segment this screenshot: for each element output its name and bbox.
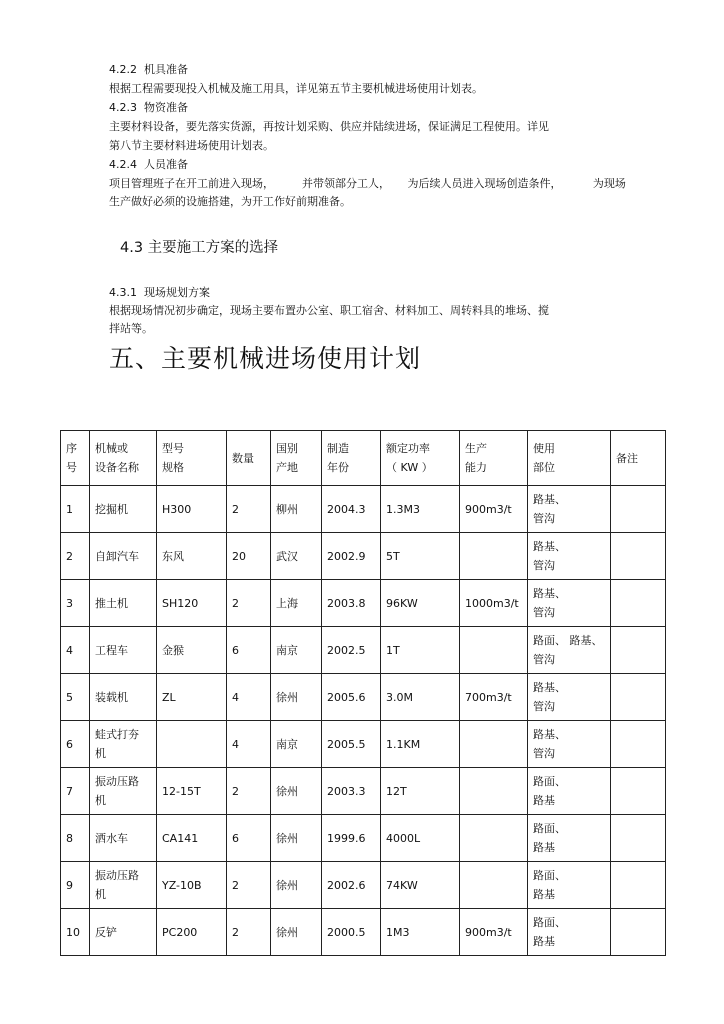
capacity-cell — [460, 768, 528, 815]
remark-cell — [611, 909, 666, 956]
header-cell: 备注 — [611, 431, 666, 486]
capacity-cell — [460, 533, 528, 580]
power-cell: 5T — [381, 533, 460, 580]
power-cell: 1.1KM — [381, 721, 460, 768]
power-cell: 96KW — [381, 580, 460, 627]
model-cell: 12-15T — [157, 768, 227, 815]
row-number-cell: 10 — [61, 909, 90, 956]
year-cell: 2002.5 — [322, 627, 381, 674]
row-number-cell: 2 — [61, 533, 90, 580]
row-number-cell: 5 — [61, 674, 90, 721]
model-cell: H300 — [157, 486, 227, 533]
equipment-name-cell: 自卸汽车 — [90, 533, 157, 580]
model-cell: SH120 — [157, 580, 227, 627]
year-cell: 2003.3 — [322, 768, 381, 815]
header-cell: 序 号 — [61, 431, 90, 486]
model-cell: ZL — [157, 674, 227, 721]
capacity-cell — [460, 627, 528, 674]
model-cell: 金猴 — [157, 627, 227, 674]
equipment-name-cell: 装载机 — [90, 674, 157, 721]
table-row — [61, 909, 666, 956]
remark-cell — [611, 486, 666, 533]
header-cell: 制造 年份 — [322, 431, 381, 486]
power-cell: 1M3 — [381, 909, 460, 956]
year-cell: 2005.5 — [322, 721, 381, 768]
paragraph-424-line-1: 项目管理班子在开工前进入现场， 并带领部分工人， 为后续人员进入现场创造条件， 为现场 — [109, 177, 626, 190]
quantity-cell: 20 — [227, 533, 271, 580]
origin-cell: 徐州 — [271, 815, 322, 862]
table-row — [61, 533, 666, 580]
year-cell: 2000.5 — [322, 909, 381, 956]
remark-cell — [611, 815, 666, 862]
year-cell: 2005.6 — [322, 674, 381, 721]
capacity-cell — [460, 721, 528, 768]
row-number-cell: 1 — [61, 486, 90, 533]
paragraph-431-line-1: 根据现场情况初步确定，现场主要布置办公室、职工宿舍、材料加工、周转料具的堆场、搅 — [109, 304, 549, 317]
usage-cell: 路面、 路基 — [528, 768, 611, 815]
year-cell: 1999.6 — [322, 815, 381, 862]
usage-cell: 路基、 管沟 — [528, 486, 611, 533]
table-row — [61, 815, 666, 862]
remark-cell — [611, 768, 666, 815]
power-cell: 1.3M3 — [381, 486, 460, 533]
origin-cell: 武汉 — [271, 533, 322, 580]
row-number-cell: 7 — [61, 768, 90, 815]
usage-cell: 路面、 路基 — [528, 909, 611, 956]
table-row — [61, 580, 666, 627]
remark-cell — [611, 533, 666, 580]
origin-cell: 徐州 — [271, 909, 322, 956]
origin-cell: 上海 — [271, 580, 322, 627]
power-cell: 74KW — [381, 862, 460, 909]
chapter-title: 五、主要机械进场使用计划 — [109, 344, 422, 373]
usage-cell: 路基、 管沟 — [528, 580, 611, 627]
usage-cell: 路基、 管沟 — [528, 674, 611, 721]
origin-cell: 徐州 — [271, 768, 322, 815]
paragraph-422: 根据工程需要现投入机械及施工用具，详见第五节主要机械进场使用计划表。 — [109, 82, 483, 95]
quantity-cell: 4 — [227, 721, 271, 768]
equipment-name-cell: 振动压路 机 — [90, 768, 157, 815]
quantity-cell: 6 — [227, 815, 271, 862]
quantity-cell: 2 — [227, 909, 271, 956]
quantity-cell: 6 — [227, 627, 271, 674]
quantity-cell: 2 — [227, 862, 271, 909]
section-43-heading: 4.3 主要施工方案的选择 — [120, 240, 279, 256]
table-row — [61, 627, 666, 674]
origin-cell: 南京 — [271, 627, 322, 674]
paragraph-423-line-2: 第八节主要材料进场使用计划表。 — [109, 139, 274, 152]
power-cell: 4000L — [381, 815, 460, 862]
paragraph-424-line-2: 生产做好必须的设施搭建，为开工作好前期准备。 — [109, 195, 351, 208]
capacity-cell — [460, 862, 528, 909]
header-cell: 型号 规格 — [157, 431, 227, 486]
remark-cell — [611, 627, 666, 674]
equipment-name-cell: 蛙式打夯 机 — [90, 721, 157, 768]
header-cell: 额定功率 （ KW ） — [381, 431, 460, 486]
model-cell: 东风 — [157, 533, 227, 580]
table-row — [61, 674, 666, 721]
equipment-name-cell: 工程车 — [90, 627, 157, 674]
header-cell: 机械或 设备名称 — [90, 431, 157, 486]
equipment-name-cell: 挖掘机 — [90, 486, 157, 533]
header-cell: 生产 能力 — [460, 431, 528, 486]
capacity-cell: 1000m3/t — [460, 580, 528, 627]
year-cell: 2003.8 — [322, 580, 381, 627]
capacity-cell: 900m3/t — [460, 909, 528, 956]
power-cell: 12T — [381, 768, 460, 815]
capacity-cell: 700m3/t — [460, 674, 528, 721]
usage-cell: 路基、 管沟 — [528, 721, 611, 768]
quantity-cell: 2 — [227, 486, 271, 533]
remark-cell — [611, 862, 666, 909]
usage-cell: 路面、 路基、 管沟 — [528, 627, 611, 674]
remark-cell — [611, 580, 666, 627]
heading-423: 4.2.3 物资准备 — [109, 101, 188, 114]
equipment-name-cell: 推土机 — [90, 580, 157, 627]
table-header-row — [61, 431, 666, 486]
quantity-cell: 2 — [227, 768, 271, 815]
model-cell: YZ-10B — [157, 862, 227, 909]
paragraph-431-line-2: 拌站等。 — [109, 322, 153, 335]
origin-cell: 徐州 — [271, 862, 322, 909]
paragraph-423-line-1: 主要材料设备，要先落实货源，再按计划采购、供应并陆续进场，保证满足工程使用。详见 — [109, 120, 549, 133]
machinery-plan-table — [60, 430, 666, 956]
usage-cell: 路面、 路基 — [528, 815, 611, 862]
equipment-name-cell: 振动压路 机 — [90, 862, 157, 909]
remark-cell — [611, 721, 666, 768]
header-cell: 使用 部位 — [528, 431, 611, 486]
origin-cell: 徐州 — [271, 674, 322, 721]
usage-cell: 路面、 路基 — [528, 862, 611, 909]
capacity-cell — [460, 815, 528, 862]
power-cell: 1T — [381, 627, 460, 674]
row-number-cell: 6 — [61, 721, 90, 768]
power-cell: 3.0M — [381, 674, 460, 721]
row-number-cell: 4 — [61, 627, 90, 674]
row-number-cell: 8 — [61, 815, 90, 862]
heading-431: 4.3.1 现场规划方案 — [109, 286, 210, 299]
model-cell: CA141 — [157, 815, 227, 862]
heading-424: 4.2.4 人员准备 — [109, 158, 188, 171]
model-cell: PC200 — [157, 909, 227, 956]
heading-422: 4.2.2 机具准备 — [109, 63, 188, 76]
usage-cell: 路基、 管沟 — [528, 533, 611, 580]
model-cell — [157, 721, 227, 768]
equipment-name-cell: 反铲 — [90, 909, 157, 956]
table-row — [61, 862, 666, 909]
table-row — [61, 768, 666, 815]
header-cell: 国别 产地 — [271, 431, 322, 486]
origin-cell: 南京 — [271, 721, 322, 768]
capacity-cell: 900m3/t — [460, 486, 528, 533]
origin-cell: 柳州 — [271, 486, 322, 533]
table-row — [61, 486, 666, 533]
remark-cell — [611, 674, 666, 721]
quantity-cell: 4 — [227, 674, 271, 721]
row-number-cell: 9 — [61, 862, 90, 909]
header-cell: 数量 — [227, 431, 271, 486]
table-row — [61, 721, 666, 768]
year-cell: 2002.6 — [322, 862, 381, 909]
year-cell: 2002.9 — [322, 533, 381, 580]
quantity-cell: 2 — [227, 580, 271, 627]
row-number-cell: 3 — [61, 580, 90, 627]
year-cell: 2004.3 — [322, 486, 381, 533]
equipment-name-cell: 洒水车 — [90, 815, 157, 862]
